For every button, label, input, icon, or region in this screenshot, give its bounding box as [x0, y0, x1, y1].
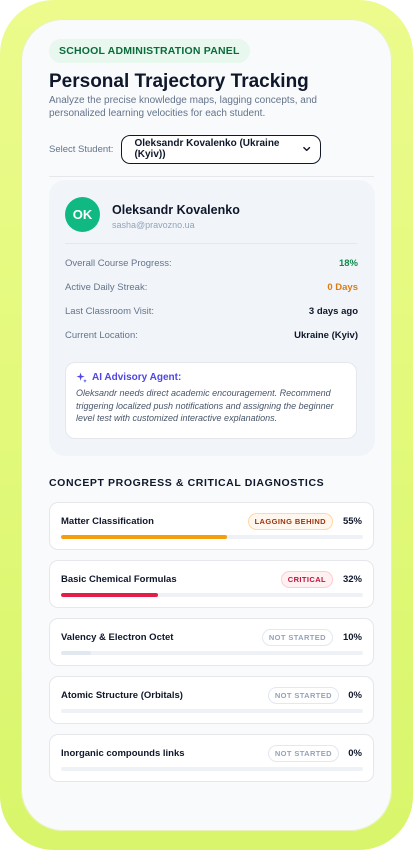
stat-label: Active Daily Streak:	[65, 282, 148, 293]
stat-value: 0 Days	[327, 282, 358, 293]
avatar: OK	[65, 197, 100, 232]
ai-advisory-text: Oleksandr needs direct academic encouragement. Recommend triggering localized push notifications and assigning the beginner level test with customized interactive explanations.	[76, 388, 334, 423]
stat-value: Ukraine (Kyiv)	[294, 330, 358, 341]
profile-divider	[65, 243, 357, 244]
student-profile-card	[49, 180, 375, 456]
concept-card[interactable]	[49, 502, 374, 550]
stat-value: 18%	[338, 258, 358, 269]
stat-label: Current Location:	[65, 330, 138, 341]
concept-card[interactable]	[49, 676, 374, 724]
section-title: CONCEPT PROGRESS & CRITICAL DIAGNOSTICS	[49, 477, 325, 489]
progress-track	[61, 767, 363, 771]
concept-name: Atomic Structure (Orbitals)	[61, 690, 183, 701]
concept-card[interactable]	[49, 618, 374, 666]
status-badge: NOT STARTED	[268, 745, 339, 762]
app-screen	[21, 19, 392, 831]
progress-fill	[61, 593, 158, 597]
student-select-row	[49, 134, 374, 164]
concept-percent: 55%	[342, 516, 362, 527]
stat-value: 3 days ago	[308, 306, 358, 317]
ai-advisory-title: AI Advisory Agent:	[92, 372, 182, 383]
header-divider	[49, 176, 374, 177]
status-badge: CRITICAL	[281, 571, 333, 588]
chevron-down-icon	[302, 144, 311, 154]
header-section	[49, 39, 374, 177]
panel-badge: SCHOOL ADMINISTRATION PANEL	[49, 39, 250, 63]
ai-advisory-box	[65, 362, 357, 439]
ai-advisory-header	[76, 372, 346, 383]
status-badge: NOT STARTED	[262, 629, 333, 646]
concept-name: Valency & Electron Octet	[61, 632, 174, 643]
progress-track	[61, 593, 363, 597]
concept-card[interactable]	[49, 560, 374, 608]
page-title: Personal Trajectory Tracking	[49, 71, 309, 92]
status-badge: LAGGING BEHIND	[248, 513, 333, 530]
stat-last-visit	[65, 306, 358, 317]
select-student-label: Select Student:	[49, 143, 114, 155]
student-select[interactable]	[121, 135, 321, 164]
progress-track	[61, 535, 363, 539]
progress-fill	[61, 651, 91, 655]
stat-label: Overall Course Progress:	[65, 258, 172, 269]
concept-percent: 32%	[342, 574, 362, 585]
stat-course-progress	[65, 258, 358, 269]
concept-name: Basic Chemical Formulas	[61, 574, 177, 585]
concept-name: Inorganic compounds links	[61, 748, 185, 759]
sparkle-icon	[76, 372, 87, 383]
stat-label: Last Classroom Visit:	[65, 306, 155, 317]
student-email: sasha@pravozno.ua	[112, 220, 195, 230]
progress-track	[61, 651, 363, 655]
stat-location	[65, 330, 358, 341]
page-subtitle: Analyze the precise knowledge maps, lagging concepts, and personalized learning velocities for each student.	[49, 95, 317, 119]
concept-percent: 0%	[348, 748, 362, 759]
concept-percent: 10%	[342, 632, 362, 643]
concept-card[interactable]	[49, 734, 374, 782]
progress-fill	[61, 535, 227, 539]
progress-track	[61, 709, 363, 713]
student-select-value: Oleksandr Kovalenko (Ukraine (Kyiv))	[134, 138, 280, 160]
concept-name: Matter Classification	[61, 516, 154, 527]
concept-percent: 0%	[348, 690, 362, 701]
stat-daily-streak	[65, 282, 358, 293]
status-badge: NOT STARTED	[268, 687, 339, 704]
student-name: Oleksandr Kovalenko	[112, 203, 240, 217]
